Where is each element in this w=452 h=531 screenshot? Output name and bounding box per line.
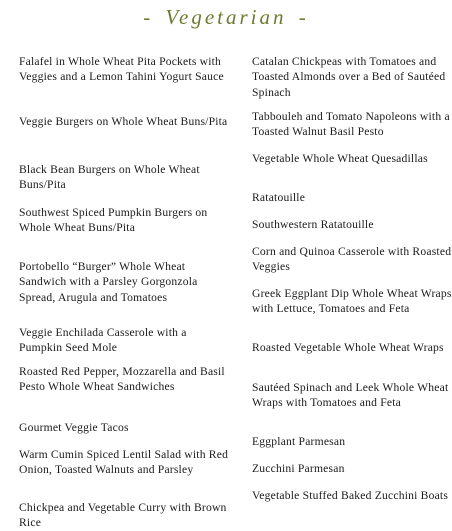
menu-item-tabbouleh-napoleons: Tabbouleh and Tomato Napoleons with a Toasted Walnut Basil Pesto: [252, 110, 450, 139]
menu-item-greek-eggplant-wraps: Greek Eggplant Dip Whole Wheat Wraps with Lettuce, Tomatoes and Feta: [252, 287, 452, 316]
section-title: [0, 4, 452, 30]
title-text: Vegetarian: [165, 5, 287, 29]
menu-item-veggie-burgers: Veggie Burgers on Whole Wheat Buns/Pita: [19, 115, 228, 128]
menu-item-lentil-salad: Warm Cumin Spiced Lentil Salad with Red Onion, Toasted Walnuts and Parsley: [19, 448, 229, 477]
menu-item-pumpkin-burgers: Southwest Spiced Pumpkin Burgers on Whole Wheat Buns/Pita: [19, 206, 208, 235]
title-dash-left: -: [143, 5, 154, 29]
menu-item-red-pepper-sandwich: Roasted Red Pepper, Mozzarella and Basil Pesto Whole Wheat Sandwiches: [19, 365, 225, 394]
menu-item-portobello-burger: Portobello “Burger” Whole Wheat Sandwich with a Parsley Gorgonzola Spread, Arugula and Tomatoes: [19, 260, 198, 304]
menu-item-zucchini-parmesan: Zucchini Parmesan: [252, 462, 345, 475]
menu-item-veggie-tacos: Gourmet Veggie Tacos: [19, 421, 129, 434]
menu-item-enchilada-casserole: Veggie Enchilada Casserole with a Pumpkin Seed Mole: [19, 326, 187, 355]
menu-item-black-bean-burgers: Black Bean Burgers on Whole Wheat Buns/Pita: [19, 163, 200, 192]
menu-item-falafel: Falafel in Whole Wheat Pita Pockets with Veggies and a Lemon Tahini Yogurt Sauce: [19, 55, 224, 84]
menu-item-chickpea-curry: Chickpea and Vegetable Curry with Brown Rice: [19, 501, 227, 530]
menu-item-ratatouille: Ratatouille: [252, 191, 306, 204]
menu-item-southwestern-ratatouille: Southwestern Ratatouille: [252, 218, 374, 231]
menu-item-corn-quinoa-casserole: Corn and Quinoa Casserole with Roasted Veggies: [252, 245, 452, 274]
menu-item-roasted-vegetable-wraps: Roasted Vegetable Whole Wheat Wraps: [252, 341, 444, 354]
menu-item-spinach-leek-wraps: Sautéed Spinach and Leek Whole Wheat Wraps with Tomatoes and Feta: [252, 381, 449, 410]
menu-item-zucchini-boats: Vegetable Stuffed Baked Zucchini Boats: [252, 489, 449, 502]
menu-item-eggplant-parmesan: Eggplant Parmesan: [252, 435, 346, 448]
menu-item-catalan-chickpeas: Catalan Chickpeas with Tomatoes and Toasted Almonds over a Bed of Sautéed Spinach: [252, 55, 446, 99]
menu-item-vegetable-quesadillas: Vegetable Whole Wheat Quesadillas: [252, 152, 428, 165]
title-dash-right: -: [298, 5, 309, 29]
